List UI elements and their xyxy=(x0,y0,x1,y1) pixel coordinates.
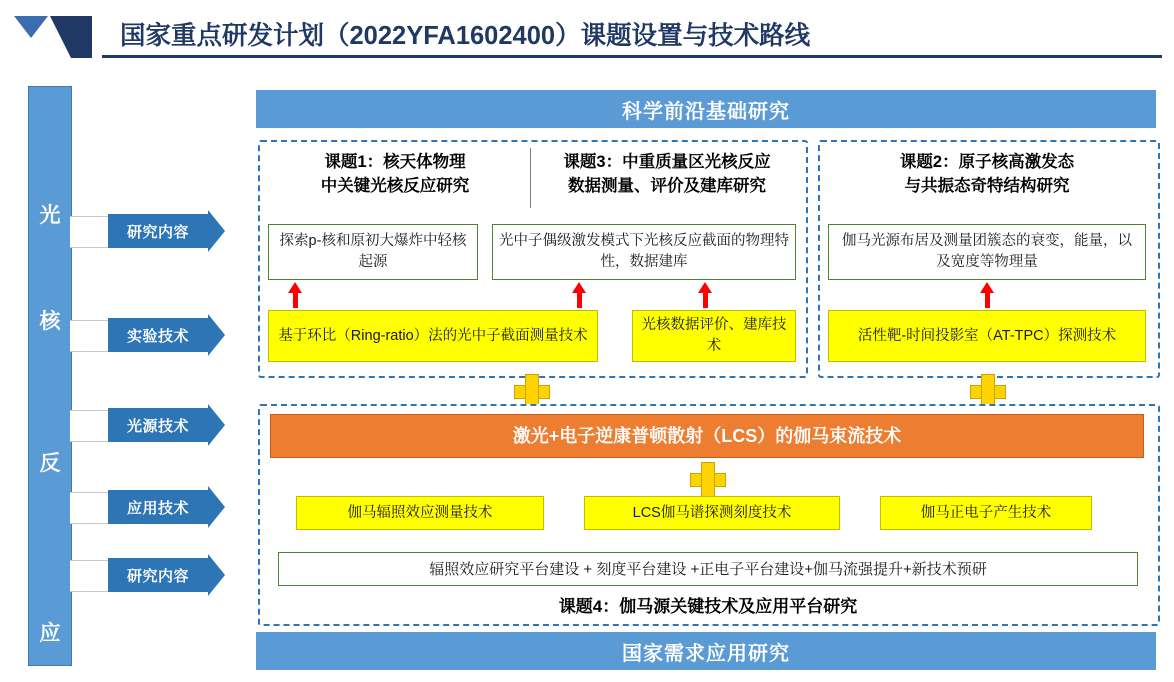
vertical-char-2: 反 xyxy=(39,452,61,475)
triangle-logo-icon xyxy=(14,16,92,58)
topic1-heading-line2: 中关键光核反应研究 xyxy=(320,177,470,195)
topic2-heading xyxy=(826,150,1148,198)
topic2-content-box: 伽马光源布居及测量团簇态的衰变，能量，以及宽度等物理量 xyxy=(828,224,1146,280)
topic1-content-box: 探索p-核和原初大爆炸中轻核起源 xyxy=(268,224,478,280)
tech-box-lcs-beam: 激光+电子逆康普顿散射（LCS）的伽马束流技术 xyxy=(270,414,1144,458)
row-label-source-tech: 光源技术 xyxy=(108,408,208,442)
plus-icon-center xyxy=(690,462,724,496)
red-arrow-up-1 xyxy=(288,282,302,293)
topic3-content-box: 光中子偶级激发模式下光核反应截面的物理特性，数据建库 xyxy=(492,224,796,280)
topic1-heading xyxy=(266,150,524,198)
tech-box-at-tpc: 活性靶-时间投影室（AT-TPC）探测技术 xyxy=(828,310,1146,362)
tech-box-app-positron: 伽马正电子产生技术 xyxy=(880,496,1092,530)
banner-top: 科学前沿基础研究 xyxy=(256,90,1156,128)
vertical-char-0: 光 xyxy=(39,204,61,227)
banner-bottom: 国家需求应用研究 xyxy=(256,632,1156,670)
plus-icon-left xyxy=(514,374,548,408)
row-label-application-tech: 应用技术 xyxy=(108,490,208,524)
row-label-experiment-tech: 实验技术 xyxy=(108,318,208,352)
title-divider xyxy=(102,55,1162,58)
arrow-connector-2 xyxy=(70,410,109,442)
topic3-heading-line2: 数据测量、评价及建库研究 xyxy=(568,177,766,195)
page-title: 国家重点研发计划（2022YFA1602400）课题设置与技术路线 xyxy=(120,22,811,50)
vertical-char-1: 核 xyxy=(39,310,61,333)
tech-box-data-evaluation: 光核数据评价、建库技术 xyxy=(632,310,796,362)
topic4-label: 课题4：伽马源关键技术及应用平台研究 xyxy=(558,597,858,616)
topic2-heading-line2: 与共振态奇特结构研究 xyxy=(904,177,1070,195)
platform-construction-box: 辐照效应研究平台建设 + 刻度平台建设 +正电子平台建设+伽马流强提升+新技术预研 xyxy=(278,552,1138,586)
arrow-connector-1 xyxy=(70,320,109,352)
left-vertical-label-column xyxy=(28,86,72,666)
topic3-heading-line1: 课题3：中重质量区光核反应 xyxy=(563,153,771,171)
arrow-connector-4 xyxy=(70,560,109,592)
red-arrow-stem-3 xyxy=(703,292,708,308)
row-label-research-content-1: 研究内容 xyxy=(108,214,208,248)
red-arrow-stem-4 xyxy=(985,292,990,308)
tech-box-app-lcs-spectrum: LCS伽马谱探测刻度技术 xyxy=(584,496,840,530)
plus-icon-right xyxy=(970,374,1004,408)
red-arrow-up-3 xyxy=(698,282,712,293)
red-arrow-up-2 xyxy=(572,282,586,293)
row-label-research-content-2: 研究内容 xyxy=(108,558,208,592)
tech-box-ring-ratio: 基于环比（Ring-ratio）法的光中子截面测量技术 xyxy=(268,310,598,362)
red-arrow-up-4 xyxy=(980,282,994,293)
topic2-heading-line1: 课题2：原子核高激发态 xyxy=(899,153,1075,171)
topic1-heading-line1: 课题1：核天体物理 xyxy=(324,153,466,171)
topic-heading-separator xyxy=(530,148,531,208)
red-arrow-stem-2 xyxy=(577,292,582,308)
red-arrow-stem-1 xyxy=(293,292,298,308)
header xyxy=(0,0,1174,66)
topic3-heading xyxy=(534,150,800,198)
arrow-connector-3 xyxy=(70,492,109,524)
arrow-connector-0 xyxy=(70,216,109,248)
vertical-char-3: 应 xyxy=(39,622,61,645)
tech-box-app-irradiation: 伽马辐照效应测量技术 xyxy=(296,496,544,530)
